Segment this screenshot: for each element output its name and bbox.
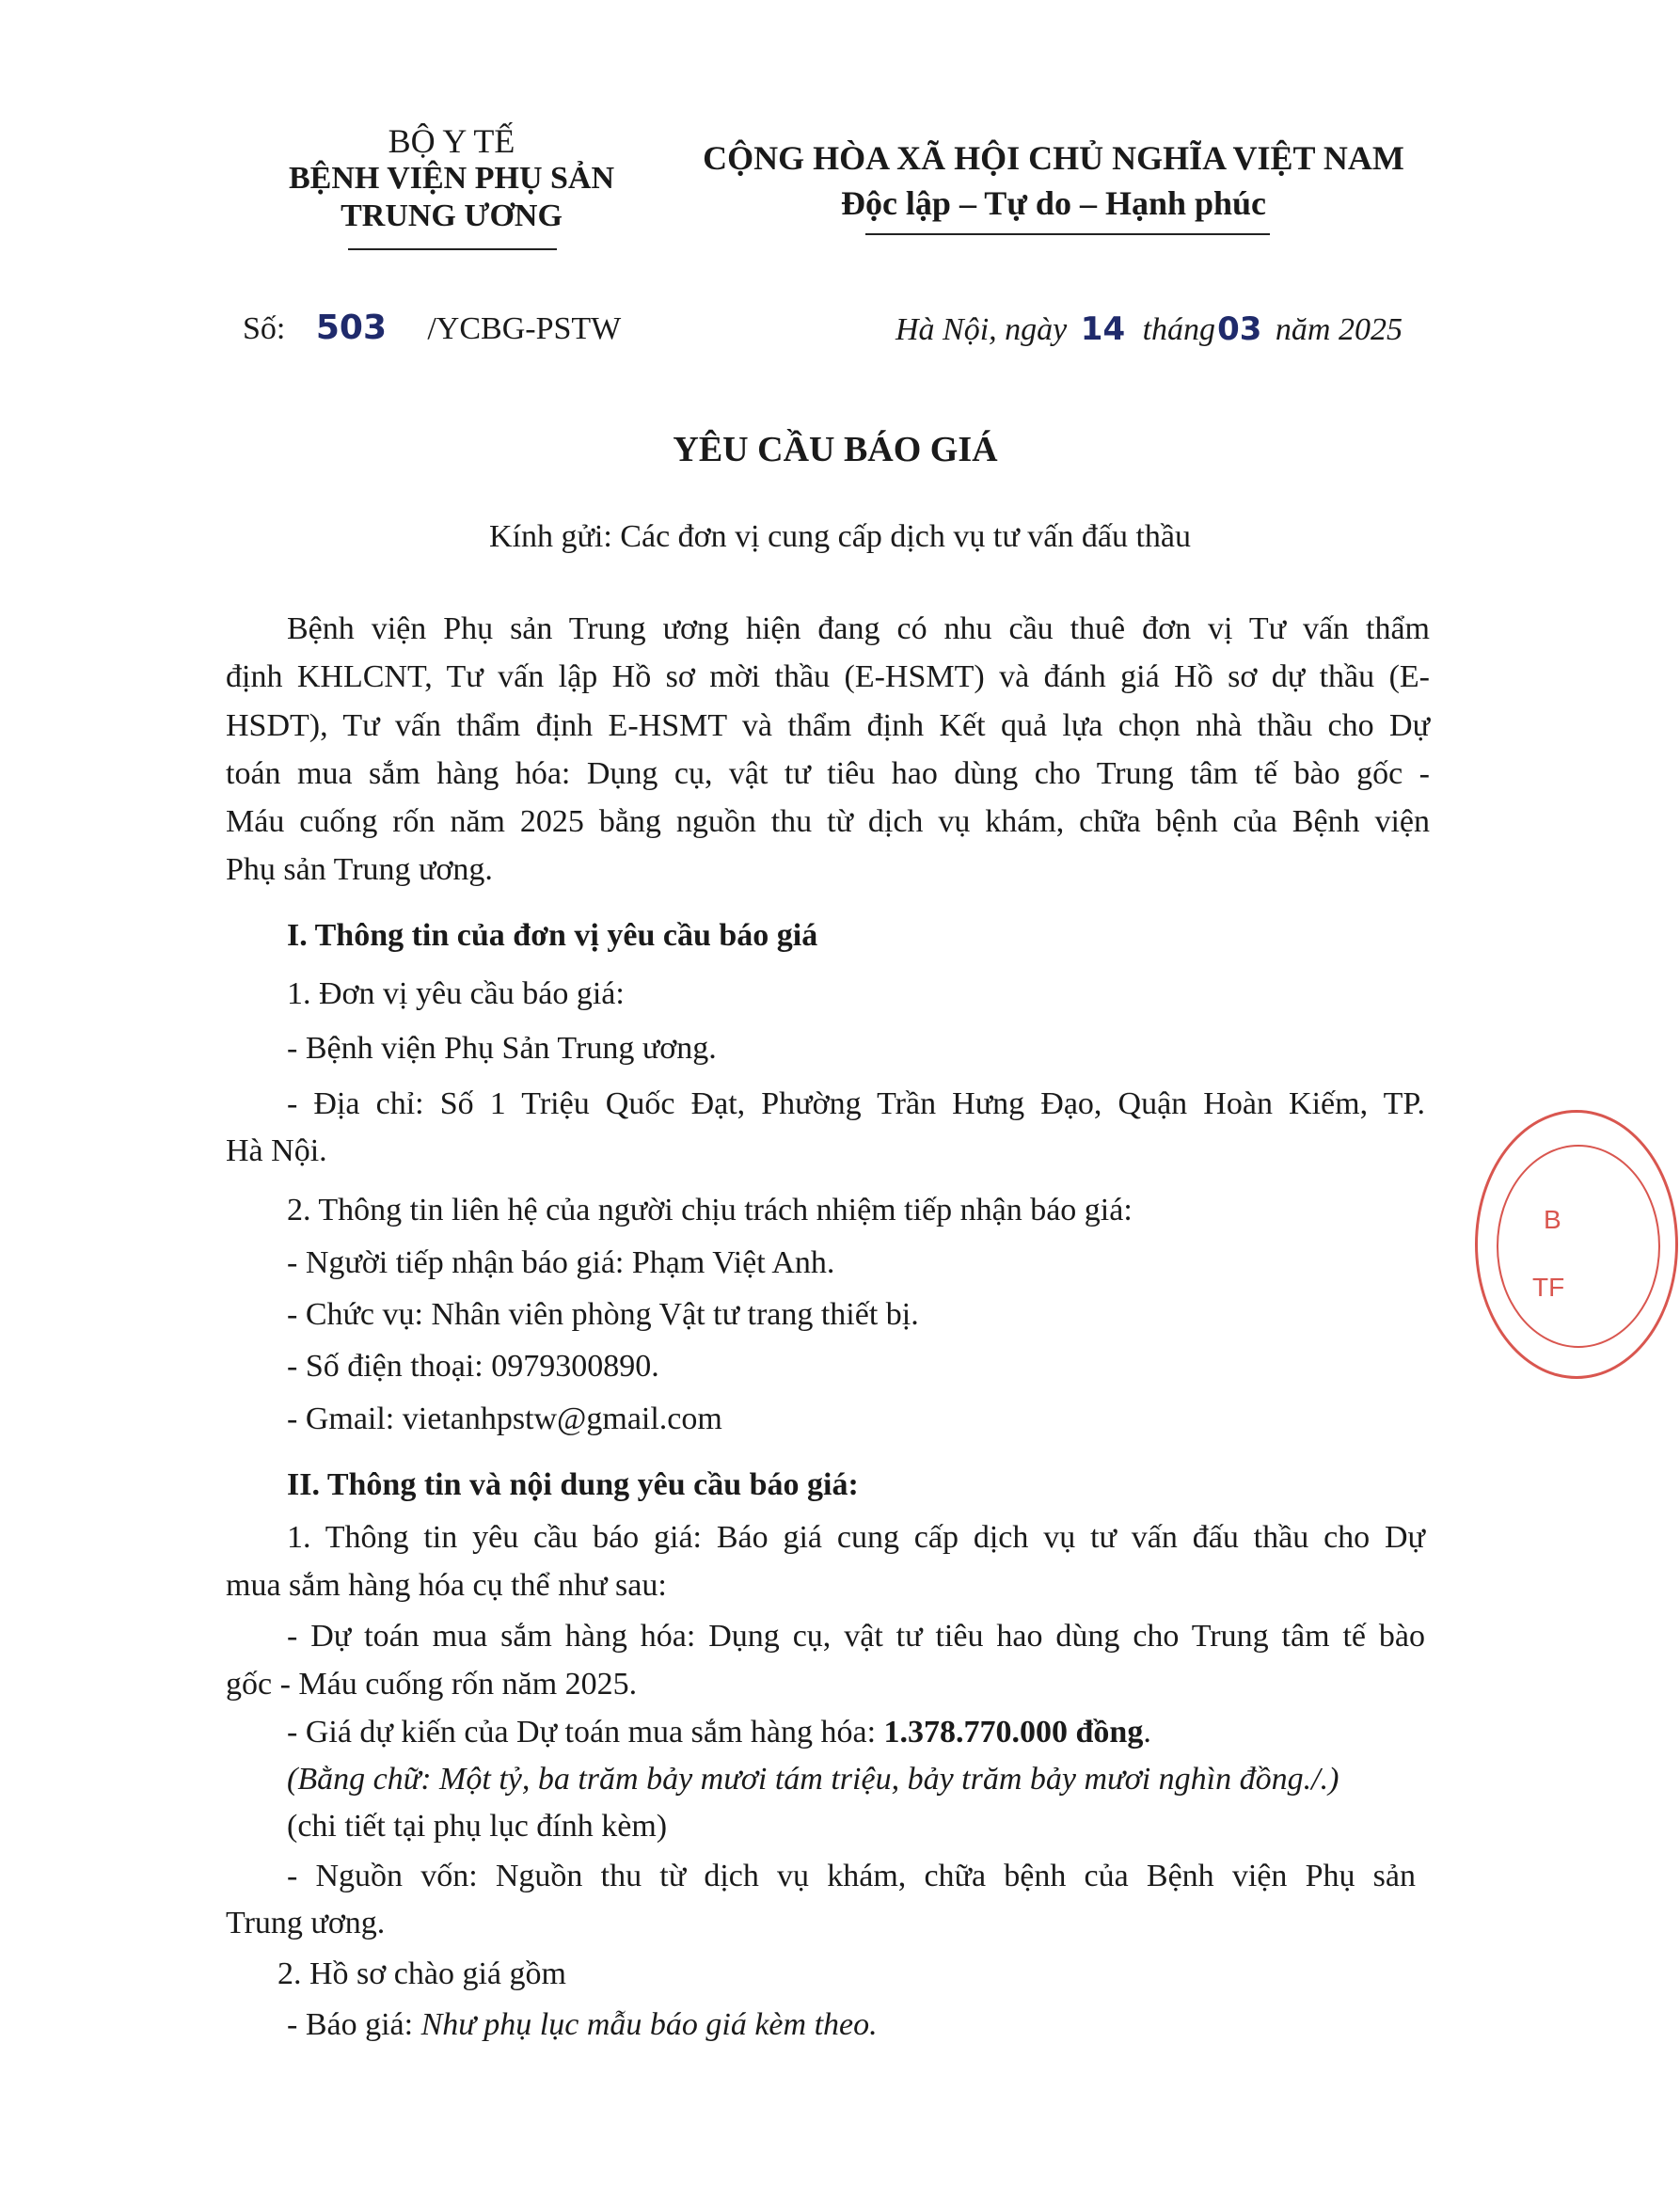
nation-name: CỘNG HÒA XÃ HỘI CHỦ NGHĨA VIỆT NAM — [703, 139, 1404, 177]
header-left-underline — [348, 248, 557, 250]
procurement-estimate: - Dự toán mua sắm hàng hóa: Dụng cụ, vật tư tiêu hao dùng cho Trung tâm tế bào — [287, 1619, 1425, 1654]
motto-underline — [865, 233, 1270, 235]
section1-item2: 2. Thông tin liên hệ của người chịu trách nhiệm tiếp nhận báo giá: — [287, 1193, 1133, 1227]
section2-item1: 1. Thông tin yêu cầu báo giá: Báo giá cung cấp dịch vụ tư vấn đấu thầu cho Dự — [287, 1520, 1425, 1555]
recipient-line: Kính gửi: Các đơn vị cung cấp dịch vụ tư vấn đấu thầu — [488, 519, 1191, 554]
attachment-note: (chi tiết tại phụ lục đính kèm) — [287, 1809, 668, 1844]
procurement-estimate-cont: gốc - Máu cuống rốn năm 2025. — [226, 1667, 638, 1702]
section2-item1-cont: mua sắm hàng hóa cụ thể như sau: — [226, 1568, 667, 1603]
ministry-name: BỘ Y TẾ — [388, 122, 515, 160]
hospital-name-line2: TRUNG ƯƠNG — [341, 198, 563, 233]
red-seal-stamp — [1475, 1110, 1678, 1379]
section1-item1: 1. Đơn vị yêu cầu báo giá: — [287, 976, 625, 1011]
price-in-words: (Bằng chữ: Một tỷ, ba trăm bảy mươi tám triệu, bảy trăm bảy mươi nghìn đồng./.) — [287, 1762, 1339, 1797]
seal-text: TF — [1532, 1273, 1565, 1302]
quote-format-label: - Báo giá: — [287, 2007, 421, 2042]
reference-suffix: /YCBG-PSTW — [427, 311, 622, 346]
intro-line: Máu cuống rốn năm 2025 bằng nguồn thu từ dịch vụ khám, chữa bệnh của Bệnh viện — [226, 804, 1430, 839]
intro-line: HSDT), Tư vấn thẩm định E-HSMT và thẩm định Kết quả lựa chọn nhà thầu cho Dự — [226, 708, 1430, 743]
intro-line: Bệnh viện Phụ sản Trung ương hiện đang có nhu cầu thuê đơn vị Tư vấn thẩm — [287, 611, 1430, 646]
seal-text: B — [1544, 1205, 1561, 1234]
requesting-unit-address-cont: Hà Nội. — [226, 1133, 327, 1168]
header-right — [687, 136, 1420, 227]
red-seal-inner-ring — [1497, 1145, 1660, 1348]
issue-date — [895, 310, 1403, 348]
intro-line: định KHLCNT, Tư vấn lập Hồ sơ mời thầu (E-HSMT) và đánh giá Hồ sơ dự thầu (E- — [226, 659, 1430, 694]
funding-source: - Nguồn vốn: Nguồn thu từ dịch vụ khám, chữa bệnh của Bệnh viện Phụ sản — [287, 1859, 1416, 1893]
hospital-name-line1: BỆNH VIỆN PHỤ SẢN — [288, 161, 615, 196]
section2-item2: 2. Hồ sơ chào giá gồm — [277, 1956, 566, 1991]
header-left — [240, 122, 663, 235]
requesting-unit-name: - Bệnh viện Phụ Sản Trung ương. — [287, 1031, 717, 1066]
quote-format-value: Như phụ lục mẫu báo giá kèm theo. — [420, 2007, 878, 2042]
reference-label: Số: — [243, 311, 286, 346]
reference-handwritten-number: 503 — [315, 309, 388, 347]
intro-line: Phụ sản Trung ương. — [226, 852, 493, 887]
section1-heading: I. Thông tin của đơn vị yêu cầu báo giá — [287, 918, 818, 953]
funding-source-cont: Trung ương. — [226, 1906, 386, 1940]
intro-line: toán mua sắm hàng hóa: Dụng cụ, vật tư tiêu hao dùng cho Trung tâm tế bào gốc - — [226, 756, 1430, 791]
requesting-unit-address: - Địa chỉ: Số 1 Triệu Quốc Đạt, Phường Trần Hưng Đạo, Quận Hoàn Kiếm, TP. — [287, 1086, 1425, 1121]
date-year: năm 2025 — [1275, 312, 1403, 347]
date-prefix: Hà Nội, ngày — [895, 312, 1068, 347]
contact-phone: - Số điện thoại: 0979300890. — [287, 1349, 659, 1384]
estimated-price-label: - Giá dự kiến của Dự toán mua sắm hàng hóa: — [287, 1715, 884, 1750]
estimated-price — [287, 1715, 1151, 1750]
estimated-price-end: . — [1143, 1715, 1151, 1750]
document-title: YÊU CẦU BÁO GIÁ — [673, 430, 998, 469]
quote-format — [287, 2007, 878, 2043]
estimated-price-value: 1.378.770.000 đồng — [883, 1715, 1144, 1750]
motto: Độc lập – Tự do – Hạnh phúc — [840, 184, 1267, 222]
date-day: 14 — [1080, 310, 1126, 348]
contact-position: - Chức vụ: Nhân viên phòng Vật tư trang thiết bị. — [287, 1297, 919, 1332]
reference-number — [243, 309, 621, 347]
contact-person: - Người tiếp nhận báo giá: Phạm Việt Anh. — [287, 1245, 835, 1280]
date-month: 03 — [1217, 310, 1262, 348]
date-month-label: tháng — [1142, 312, 1216, 347]
section2-heading: II. Thông tin và nội dung yêu cầu báo giá: — [287, 1467, 859, 1502]
contact-email: - Gmail: vietanhpstw@gmail.com — [287, 1401, 722, 1436]
